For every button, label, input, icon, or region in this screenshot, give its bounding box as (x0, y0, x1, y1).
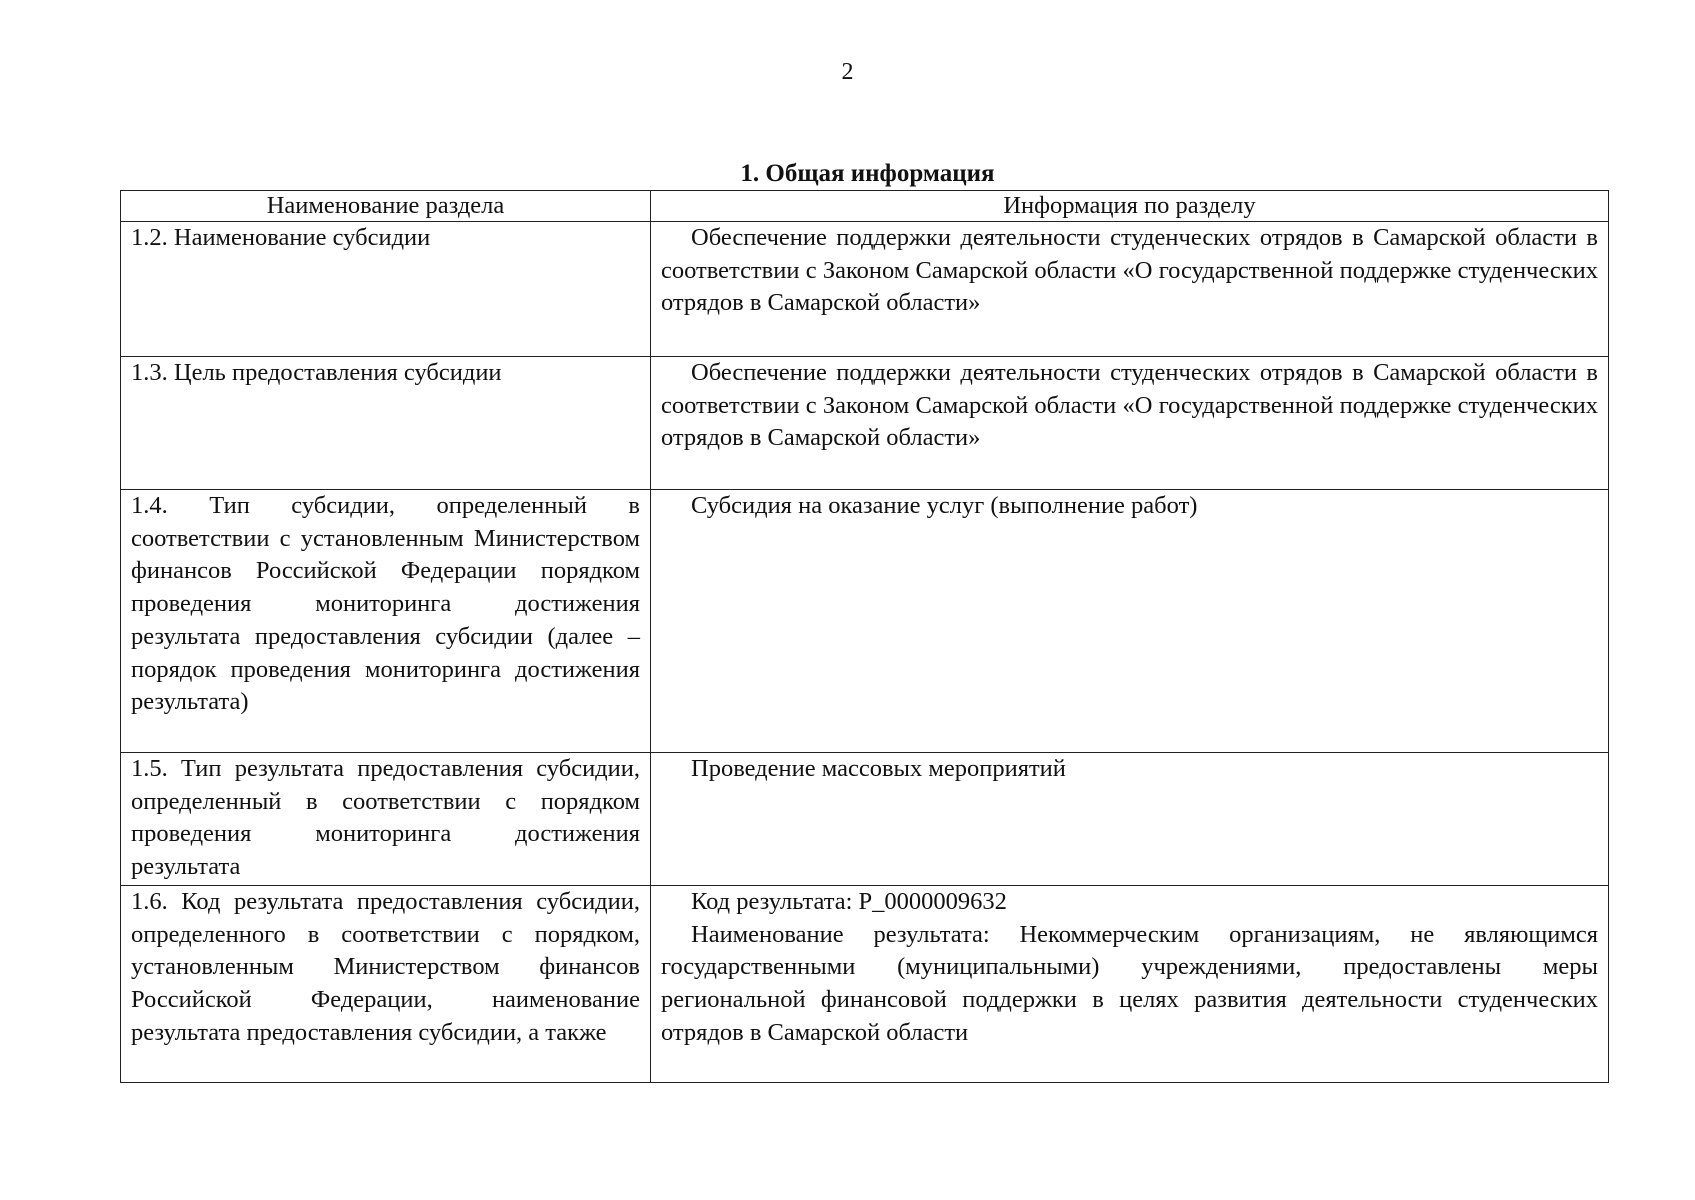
row-label-result-code: 1.6. Код результата предоставления субсидии, определенного в соответствии с порядком, установленным Министерством финансов Российской Федерации, наименование результата предоставления субсидии, а также (121, 886, 651, 1083)
table-row (121, 222, 1609, 357)
section-title: 1. Общая информация (740, 160, 995, 187)
row-value-subsidy-goal (651, 357, 1609, 490)
row-value-subsidy-name (651, 222, 1609, 357)
row-label-subsidy-type: 1.4. Тип субсидии, определенный в соответствии с установленным Министерством финансов Российской Федерации порядком проведения мониторинга достижения результата предоставления субсидии (далее – порядок проведения мониторинга достижения результата) (121, 490, 651, 753)
row-value-text: Обеспечение поддержки деятельности студенческих отрядов в Самарской области в соответствии с Законом Самарской области «О государственной поддержке студенческих отрядов в Самарской области» (661, 359, 1598, 452)
row-label-result-type: 1.5. Тип результата предоставления субсидии, определенный в соответствии с порядком проведения мониторинга достижения результата (121, 753, 651, 886)
table-row (121, 490, 1609, 753)
result-code-text: Код результата: Р_0000009632 (691, 888, 1007, 915)
header-section-name: Наименование раздела (121, 191, 651, 222)
row-value-text: Субсидия на оказание услуг (выполнение работ) (691, 492, 1198, 519)
row-value-text: Проведение массовых мероприятий (691, 755, 1066, 782)
page-number: 2 (841, 59, 854, 85)
table-row (121, 753, 1609, 886)
info-table (120, 190, 1609, 1083)
table-header-row (121, 191, 1609, 222)
row-label-subsidy-goal: 1.3. Цель предоставления субсидии (121, 357, 651, 490)
row-value-text: Обеспечение поддержки деятельности студенческих отрядов в Самарской области в соответствии с Законом Самарской области «О государственной поддержке студенческих отрядов в Самарской области» (661, 224, 1598, 317)
row-value-result-code (651, 886, 1609, 1083)
row-value-result-type (651, 753, 1609, 886)
table-row (121, 886, 1609, 1083)
row-label-subsidy-name: 1.2. Наименование субсидии (121, 222, 651, 357)
row-value-subsidy-type (651, 490, 1609, 753)
table-row (121, 357, 1609, 490)
result-name-text: Наименование результата: Некоммерческим организациям, не являющимся государственными (муниципальными) учреждениями, предоставлены меры региональной финансовой поддержки в целях развития деятельности студенческих отрядов в Самарской области (661, 920, 1598, 1046)
header-section-info: Информация по разделу (651, 191, 1609, 222)
